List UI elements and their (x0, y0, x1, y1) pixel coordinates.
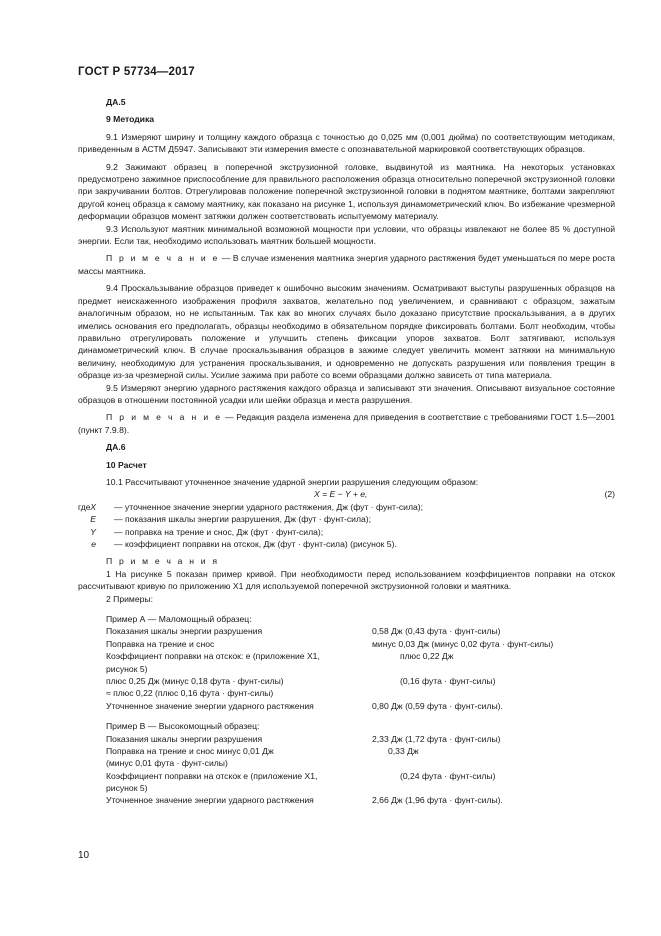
example-row (78, 700, 615, 712)
section-da5-heading: ДА.5 (106, 97, 126, 107)
example-row-value: плюс 0,22 Дж (400, 651, 454, 662)
example-row-label: Уточненное значение энергии ударного растяжения (106, 700, 314, 711)
example-b-title: Пример В — Высокомощный образец: (106, 721, 260, 732)
page-body (78, 96, 615, 807)
where-description: — коэффициент поправки на отскок, Дж (фут · фунт-сила) (рисунок 5). (114, 538, 397, 549)
section-10-title: 10 Расчет (106, 459, 147, 470)
example-row (78, 782, 615, 794)
example-row-label: Поправка на трение и снос минус 0,01 Дж (106, 745, 274, 756)
where-row (78, 538, 615, 550)
note-example-2: 2 Примеры: (106, 593, 153, 604)
example-row-label: рисунок 5) (106, 783, 148, 794)
example-row-label: рисунок 5) (106, 663, 148, 674)
where-description: — показания шкалы энергии разрушения, Дж (фут · фунт-сила); (114, 514, 372, 525)
paragraph-9-4: 9.4 Проскальзывание образцов приведет к ошибочно высоким значениям. Осматривают выступы разрушенных образцов на предмет неискаженного изображения профиля захватов, желательно под увеличением, и сравнивают с образцом, зажатым аналогичным образом, но не испытанным. Так как во многих случаях было доказано присутствие проскальзывания, а в других имелись основания его предполагать, образцы необходимо в обязательном порядке фиксировать болтами. Болт необходим, чтобы правильно отрегулировать положение и улучшить степень фиксации упоров захватов. Болт затягивают, используя динамометрический ключ. В случае проскальзывания образцов в зажиме следует увеличить момент затяжки на минимальную величину, необходимую для устранения проскальзывания, и одновременно не допускать разрушения или появления трещин в образце из-за чрезмерной силы. Усилие зажима при работе со всеми образцами должно зависеть от типа материала. (78, 283, 615, 381)
example-row-label: Показания шкалы энергии разрушения (106, 733, 263, 744)
example-row-value: 2,33 Дж (1,72 фута · фунт-силы) (372, 733, 501, 744)
page-number: 10 (78, 850, 90, 861)
where-row (78, 526, 615, 538)
note-2-label: П р и м е ч а н и е (106, 412, 223, 423)
example-row (78, 687, 615, 699)
section-9-title: 9 Методика (106, 114, 155, 125)
formula-2 (78, 488, 615, 500)
note-1-text: — В случае изменения маятника энергия ударного растяжения будет уменьшаться по мере роста массы маятника. (78, 253, 615, 276)
example-row-label: Поправка на трение и снос (106, 638, 215, 649)
example-row-label: ≈ плюс 0,22 (плюс 0,16 фута · фунт-силы) (106, 688, 274, 699)
example-row-value: 0,58 Дж (0,43 фута · фунт-силы) (372, 626, 501, 637)
example-row-value: (0,16 фута · фунт-силы) (400, 675, 496, 686)
example-row-label: плюс 0,25 Дж (минус 0,18 фута · фунт-силы) (106, 675, 284, 686)
example-row (78, 733, 615, 745)
example-b-table (78, 733, 615, 807)
note-1-label: П р и м е ч а н и е (106, 253, 220, 264)
document-header: ГОСТ Р 57734—2017 (78, 66, 195, 78)
formula-expression: X = E − Y + e, (314, 489, 368, 500)
where-symbol: e (91, 538, 96, 549)
paragraph-9-2: 9.2 Зажимают образец в поперечной экструзионной головке, выдвинутой из маятника. На некоторых установках предусмотрено зажимное приспособление для правильного расположения образца относительно поперечной экструзионной головки при закручивании болтов. Отрегулировав положение поперечной экструзионной головки в поднятом маятнике, болтами закрепляют другой конец образца к самому маятнику, как показано на рисунке 1, используя динамометрический ключ. Во избежание чрезмерной деформации образцов момент затяжки должен соответствовать испытуемому материалу. (78, 161, 615, 222)
example-row (78, 757, 615, 769)
example-row-label: Показания шкалы энергии разрушения (106, 626, 263, 637)
example-row-value: минус 0,03 Дж (минус 0,02 фута · фунт-силы) (372, 638, 554, 649)
example-row-value: 0,33 Дж (388, 745, 419, 756)
example-row-label: Коэффициент поправки на отскок: e (приложение Х1, (106, 651, 320, 662)
example-row (78, 745, 615, 757)
note-2 (78, 411, 615, 436)
paragraph-10-1: 10.1 Рассчитывают уточненное значение ударной энергии разрушения следующим образом: (106, 476, 479, 487)
where-symbol: X (90, 501, 96, 512)
example-row (78, 663, 615, 675)
paragraph-9-3: 9.3 Используют маятник минимальной возможной мощности при условии, что образцы извлекают не более 85 % доступной энергии. Если так, необходимо использовать маятник большей мощности. (78, 223, 615, 247)
where-symbol: E (90, 514, 96, 525)
note-1 (78, 252, 615, 277)
where-description: — уточненное значение энергии ударного растяжения, Дж (фут · фунт-сила); (114, 501, 423, 512)
note-example-1: 1 На рисунке 5 показан пример кривой. При необходимости перед использованием коэффициентов поправки на отскок рассчитывают кривую по приложению Х1 для используемой поперечной экструзионной головки и маятника. (78, 568, 615, 592)
paragraph-9-5: 9.5 Измеряют энергию ударного растяжения каждого образца и записывают эти значения. Описывают визуальное состояние образцов в отношении постоянной усадки или шейки образца и места разрушения. (78, 382, 615, 405)
where-prefix: где (78, 501, 91, 512)
example-row (78, 770, 615, 782)
paragraph-9-1: 9.1 Измеряют ширину и толщину каждого образца с точностью до 0,025 мм (0,001 дюйма) по соответствующим методикам, приведенным в АСТМ Д5947. Записывают эти измерения вместе с опознавательной маркировкой соответствующих образцов. (78, 131, 615, 155)
example-row-label: Уточненное значение энергии ударного растяжения (106, 795, 314, 806)
example-row-value: 2,66 Дж (1,96 фута · фунт-силы). (372, 795, 503, 806)
example-row-label: Коэффициент поправки на отскок e (приложение Х1, (106, 770, 318, 781)
example-row (78, 638, 615, 650)
example-row-value: (0,24 фута · фунт-силы) (400, 770, 496, 781)
formula-number: (2) (604, 489, 615, 500)
note-2-text: — Редакция раздела изменена для приведения в соответствие с требованиями ГОСТ 1.5—2001 (пункт 7.9.8). (78, 412, 615, 435)
example-row-value: 0,80 Дж (0,59 фута · фунт-силы). (372, 700, 503, 711)
section-da6-heading: ДА.6 (106, 442, 126, 453)
example-row (78, 650, 615, 662)
notes-label: П р и м е ч а н и я (106, 556, 220, 567)
where-row (78, 501, 615, 513)
example-row-label: (минус 0,01 фута · фунт-силы) (106, 758, 228, 769)
example-a-title: Пример А — Маломощный образец: (106, 613, 252, 624)
where-symbol: Y (90, 526, 96, 537)
example-row (78, 794, 615, 806)
example-row (78, 625, 615, 637)
example-row (78, 675, 615, 687)
example-a-table (78, 625, 615, 712)
where-description: — поправка на трение и снос, Дж (фут · фунт-сила); (114, 526, 324, 537)
where-row (78, 513, 615, 525)
